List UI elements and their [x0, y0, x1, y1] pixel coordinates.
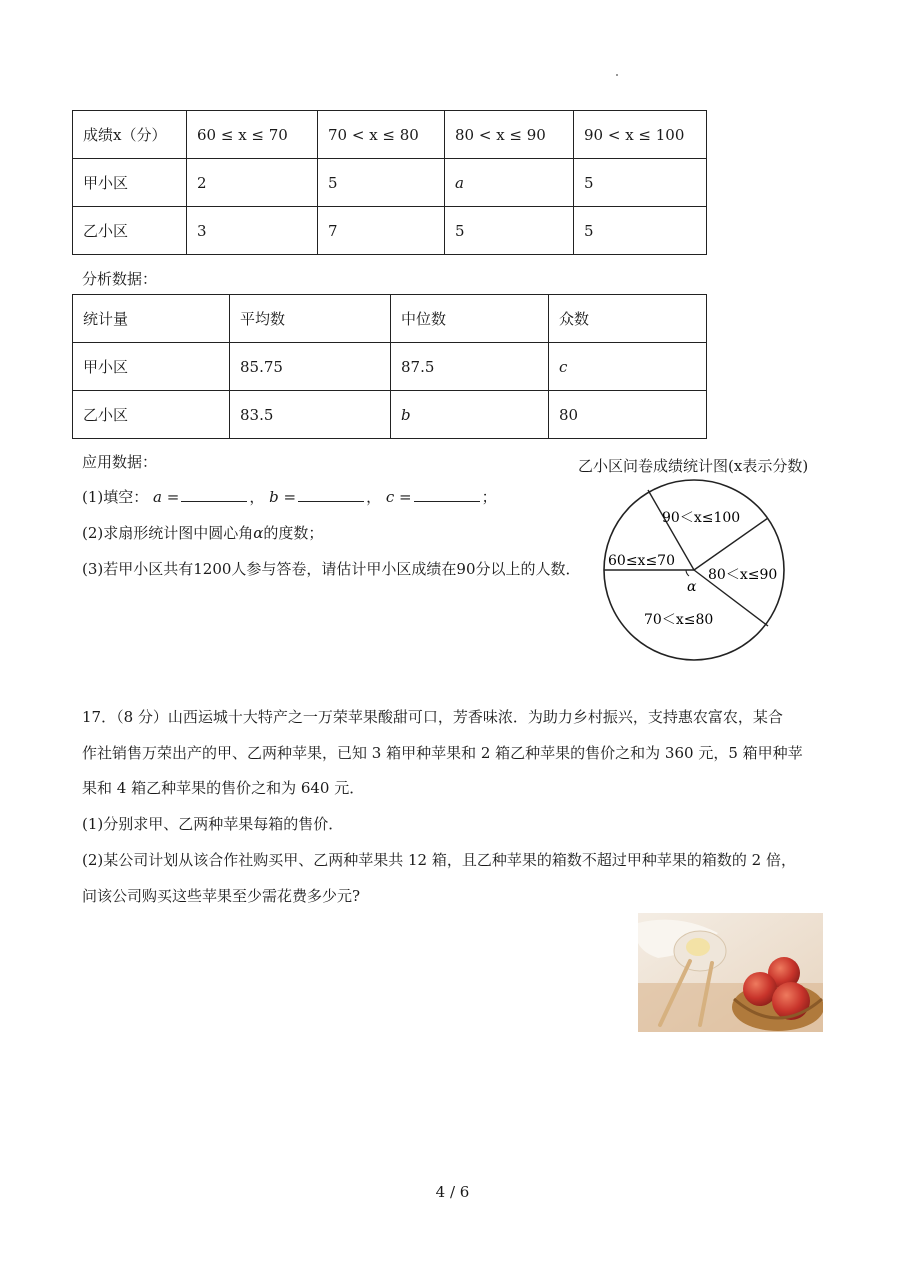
table-cell: 甲小区 [73, 159, 187, 207]
table-cell: 5 [574, 207, 707, 255]
pie-label: 70＜x≤80 [644, 612, 714, 628]
table-cell: 甲小区 [73, 343, 230, 391]
apple [743, 972, 777, 1006]
var-c-label: c = [385, 488, 412, 506]
pie-chart [590, 478, 800, 668]
table-row [73, 207, 707, 255]
table-cell: 平均数 [230, 295, 391, 343]
q16-part2-prefix: (2)求扇形统计图中圆心角 [82, 524, 254, 542]
table-cell: 统计量 [73, 295, 230, 343]
scan-dot [616, 74, 618, 76]
table-cell: 70 < x ≤ 80 [318, 111, 445, 159]
angle-arc [686, 570, 689, 576]
table-cell: c [549, 343, 707, 391]
pie-chart-title: 乙小区问卷成绩统计图(x表示分数) [578, 457, 809, 475]
apples-in-basket-photo [638, 913, 823, 1032]
table-row [73, 343, 707, 391]
table-cell: 7 [318, 207, 445, 255]
q17-part2-line: 问该公司购买这些苹果至少需花费多少元? [82, 887, 361, 905]
table-row [73, 391, 707, 439]
q16-part1-prefix: (1)填空： [82, 488, 149, 506]
blank-c [414, 487, 480, 502]
q17-line: 果和 4 箱乙种苹果的售价之和为 640 元． [82, 779, 365, 797]
table-cell: 2 [187, 159, 318, 207]
table-cell: 85.75 [230, 343, 391, 391]
score-frequency-table [72, 110, 707, 255]
pie-label: 90＜x≤100 [662, 510, 741, 526]
table-cell: 3 [187, 207, 318, 255]
table-cell: 中位数 [391, 295, 549, 343]
page-number: 4 / 6 [435, 1183, 470, 1201]
statistics-table [72, 294, 707, 439]
pie-label: 80＜x≤90 [708, 567, 778, 583]
apple [772, 982, 810, 1020]
apple-slice [686, 938, 710, 956]
table-cell: 5 [574, 159, 707, 207]
table-cell: 乙小区 [73, 391, 230, 439]
table-cell: 83.5 [230, 391, 391, 439]
table-cell: 80 < x ≤ 90 [445, 111, 574, 159]
table-cell: 60 ≤ x ≤ 70 [187, 111, 318, 159]
table-header-row [73, 111, 707, 159]
semicolon: ； [481, 488, 497, 506]
alpha-symbol: α [253, 524, 264, 542]
apply-label: 应用数据： [82, 453, 158, 471]
q16-part1 [82, 486, 497, 507]
table-cell: b [391, 391, 549, 439]
table-cell: 成绩x（分） [73, 111, 187, 159]
table-row [73, 159, 707, 207]
q16-part2 [82, 522, 323, 543]
table-cell: 乙小区 [73, 207, 187, 255]
q17-part1: (1)分别求甲、乙两种苹果每箱的售价． [82, 815, 344, 833]
q17-part2-line: (2)某公司计划从该合作社购买甲、乙两种苹果共 12 箱，且乙种苹果的箱数不超过甲种苹果的箱数的 2 倍， [82, 851, 796, 869]
blank-a [181, 487, 247, 502]
comma: ， [366, 488, 382, 506]
var-a-label: a = [153, 488, 180, 506]
var-b-label: b = [269, 488, 297, 506]
q16-part3: (3)若甲小区共有1200人参与答卷，请估计甲小区成绩在90分以上的人数． [82, 560, 581, 578]
table-cell: 80 [549, 391, 707, 439]
comma: ， [249, 488, 265, 506]
alpha-angle-label: α [687, 579, 697, 595]
table-cell: 5 [445, 207, 574, 255]
table-header-row [73, 295, 707, 343]
q17-line: 17．（8 分）山西运城十大特产之一万荣苹果酸甜可口，芳香味浓．为助力乡村振兴，支持惠农富农，某合 [82, 708, 783, 726]
pie-label: 60≤x≤70 [608, 553, 675, 569]
q17-line: 作社销售万荣出产的甲、乙两种苹果，已知 3 箱甲种苹果和 2 箱乙种苹果的售价之和为 360 元，5 箱甲种苹 [82, 744, 803, 762]
q16-part2-suffix: 的度数； [263, 524, 324, 542]
table-cell: 5 [318, 159, 445, 207]
blank-b [298, 487, 364, 502]
table-cell: a [445, 159, 574, 207]
table-cell: 90 < x ≤ 100 [574, 111, 707, 159]
analysis-label: 分析数据： [82, 270, 158, 288]
table-cell: 众数 [549, 295, 707, 343]
table-cell: 87.5 [391, 343, 549, 391]
